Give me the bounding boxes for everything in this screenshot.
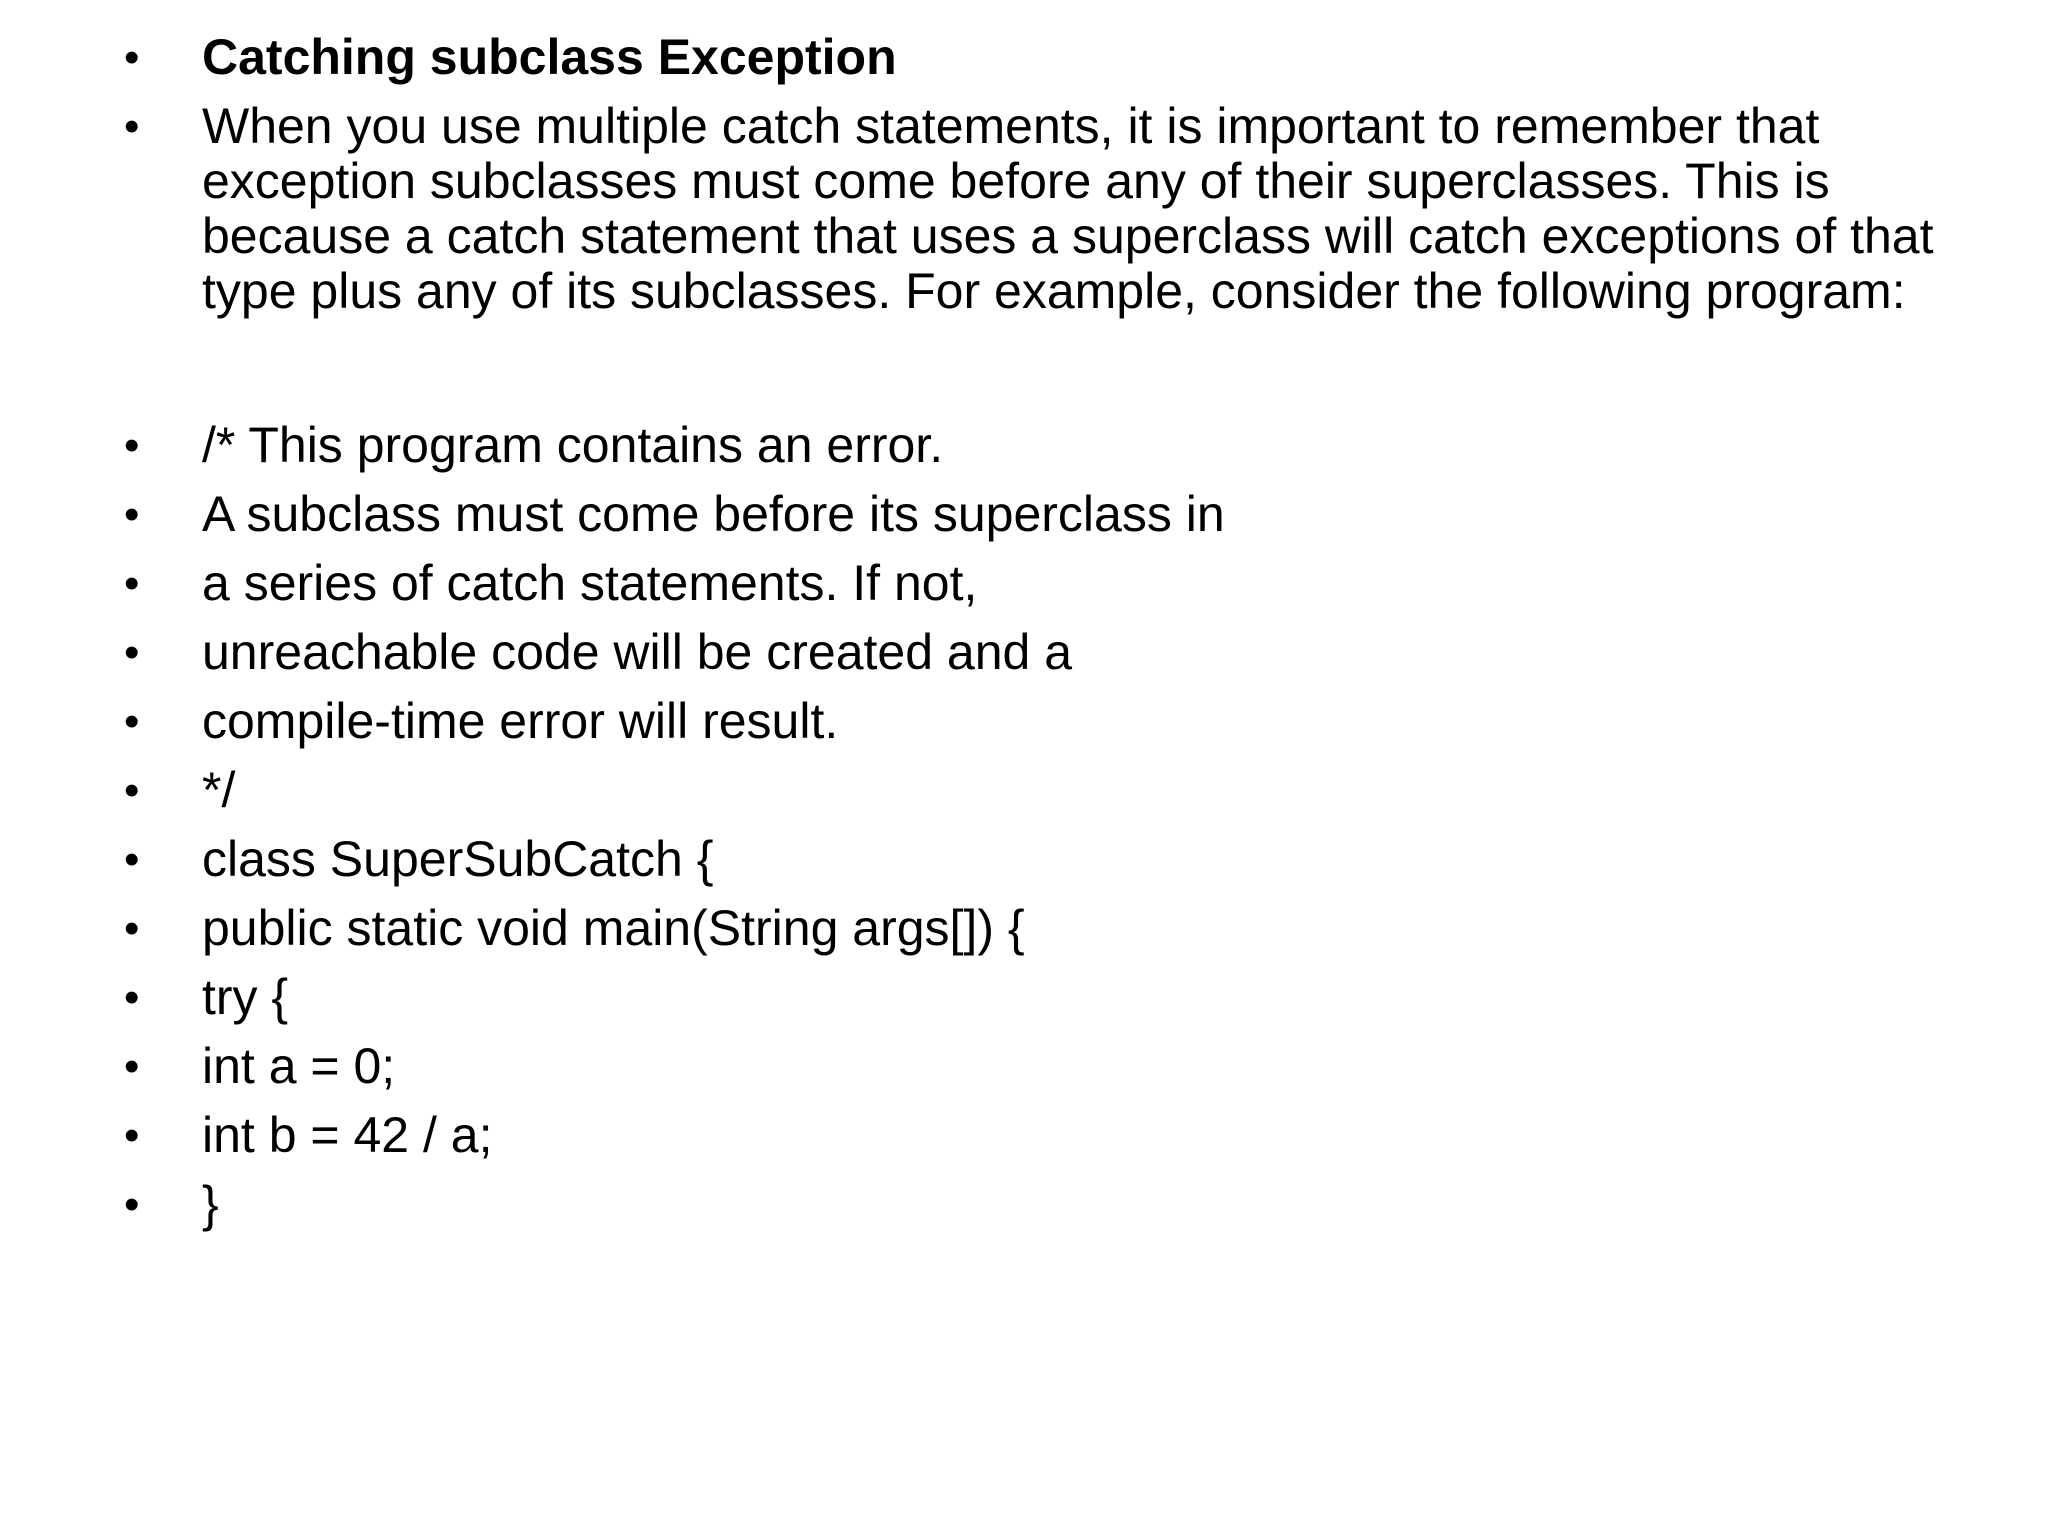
code-line bbox=[110, 1032, 1990, 1101]
bullet-icon: • bbox=[124, 697, 140, 746]
bullet-icon: • bbox=[124, 1042, 140, 1091]
code-line bbox=[110, 894, 1990, 963]
code-line-text: A subclass must come before its superclass in bbox=[202, 486, 1225, 542]
code-line bbox=[110, 963, 1990, 1032]
code-line bbox=[110, 549, 1990, 618]
heading-text: Catching subclass Exception bbox=[202, 29, 897, 85]
code-line bbox=[110, 411, 1990, 480]
code-line-text: a series of catch statements. If not, bbox=[202, 555, 978, 611]
code-line bbox=[110, 1170, 1990, 1239]
code-line bbox=[110, 1101, 1990, 1170]
slide-heading bbox=[110, 30, 1990, 85]
code-line-text: public static void main(String args[]) { bbox=[202, 900, 1025, 956]
code-line-text: try { bbox=[202, 969, 289, 1025]
bullet-icon: • bbox=[124, 835, 140, 884]
code-line-text: class SuperSubCatch { bbox=[202, 831, 714, 887]
code-line-text: unreachable code will be created and a bbox=[202, 624, 1073, 680]
bullet-icon: • bbox=[124, 904, 140, 953]
paragraph-text: When you use multiple catch statements, it is important to remember that exception subclasses must come before any of their superclasses. This is because a catch statement that uses a superclass will catch exceptions of that type plus any of its subclasses. For example, consider the following program: bbox=[202, 98, 1934, 319]
code-line bbox=[110, 618, 1990, 687]
intro-paragraph bbox=[110, 99, 1990, 319]
bullet-icon: • bbox=[124, 1180, 140, 1229]
bullet-list bbox=[110, 30, 1990, 1239]
bullet-icon: • bbox=[124, 33, 140, 82]
code-line bbox=[110, 756, 1990, 825]
bullet-icon: • bbox=[124, 559, 140, 608]
bullet-icon: • bbox=[124, 1111, 140, 1160]
bullet-icon: • bbox=[124, 102, 140, 151]
code-line-text: int a = 0; bbox=[202, 1038, 396, 1094]
code-line bbox=[110, 687, 1990, 756]
code-line-text: compile-time error will result. bbox=[202, 693, 839, 749]
code-line-text: */ bbox=[202, 762, 236, 818]
bullet-icon: • bbox=[124, 766, 140, 815]
bullet-icon: • bbox=[124, 421, 140, 470]
bullet-icon: • bbox=[124, 628, 140, 677]
code-line bbox=[110, 825, 1990, 894]
bullet-icon: • bbox=[124, 490, 140, 539]
code-line bbox=[110, 480, 1990, 549]
code-line-text: } bbox=[202, 1176, 219, 1232]
bullet-icon: • bbox=[124, 973, 140, 1022]
code-line-text: int b = 42 / a; bbox=[202, 1107, 493, 1163]
code-line-text: /* This program contains an error. bbox=[202, 417, 944, 473]
